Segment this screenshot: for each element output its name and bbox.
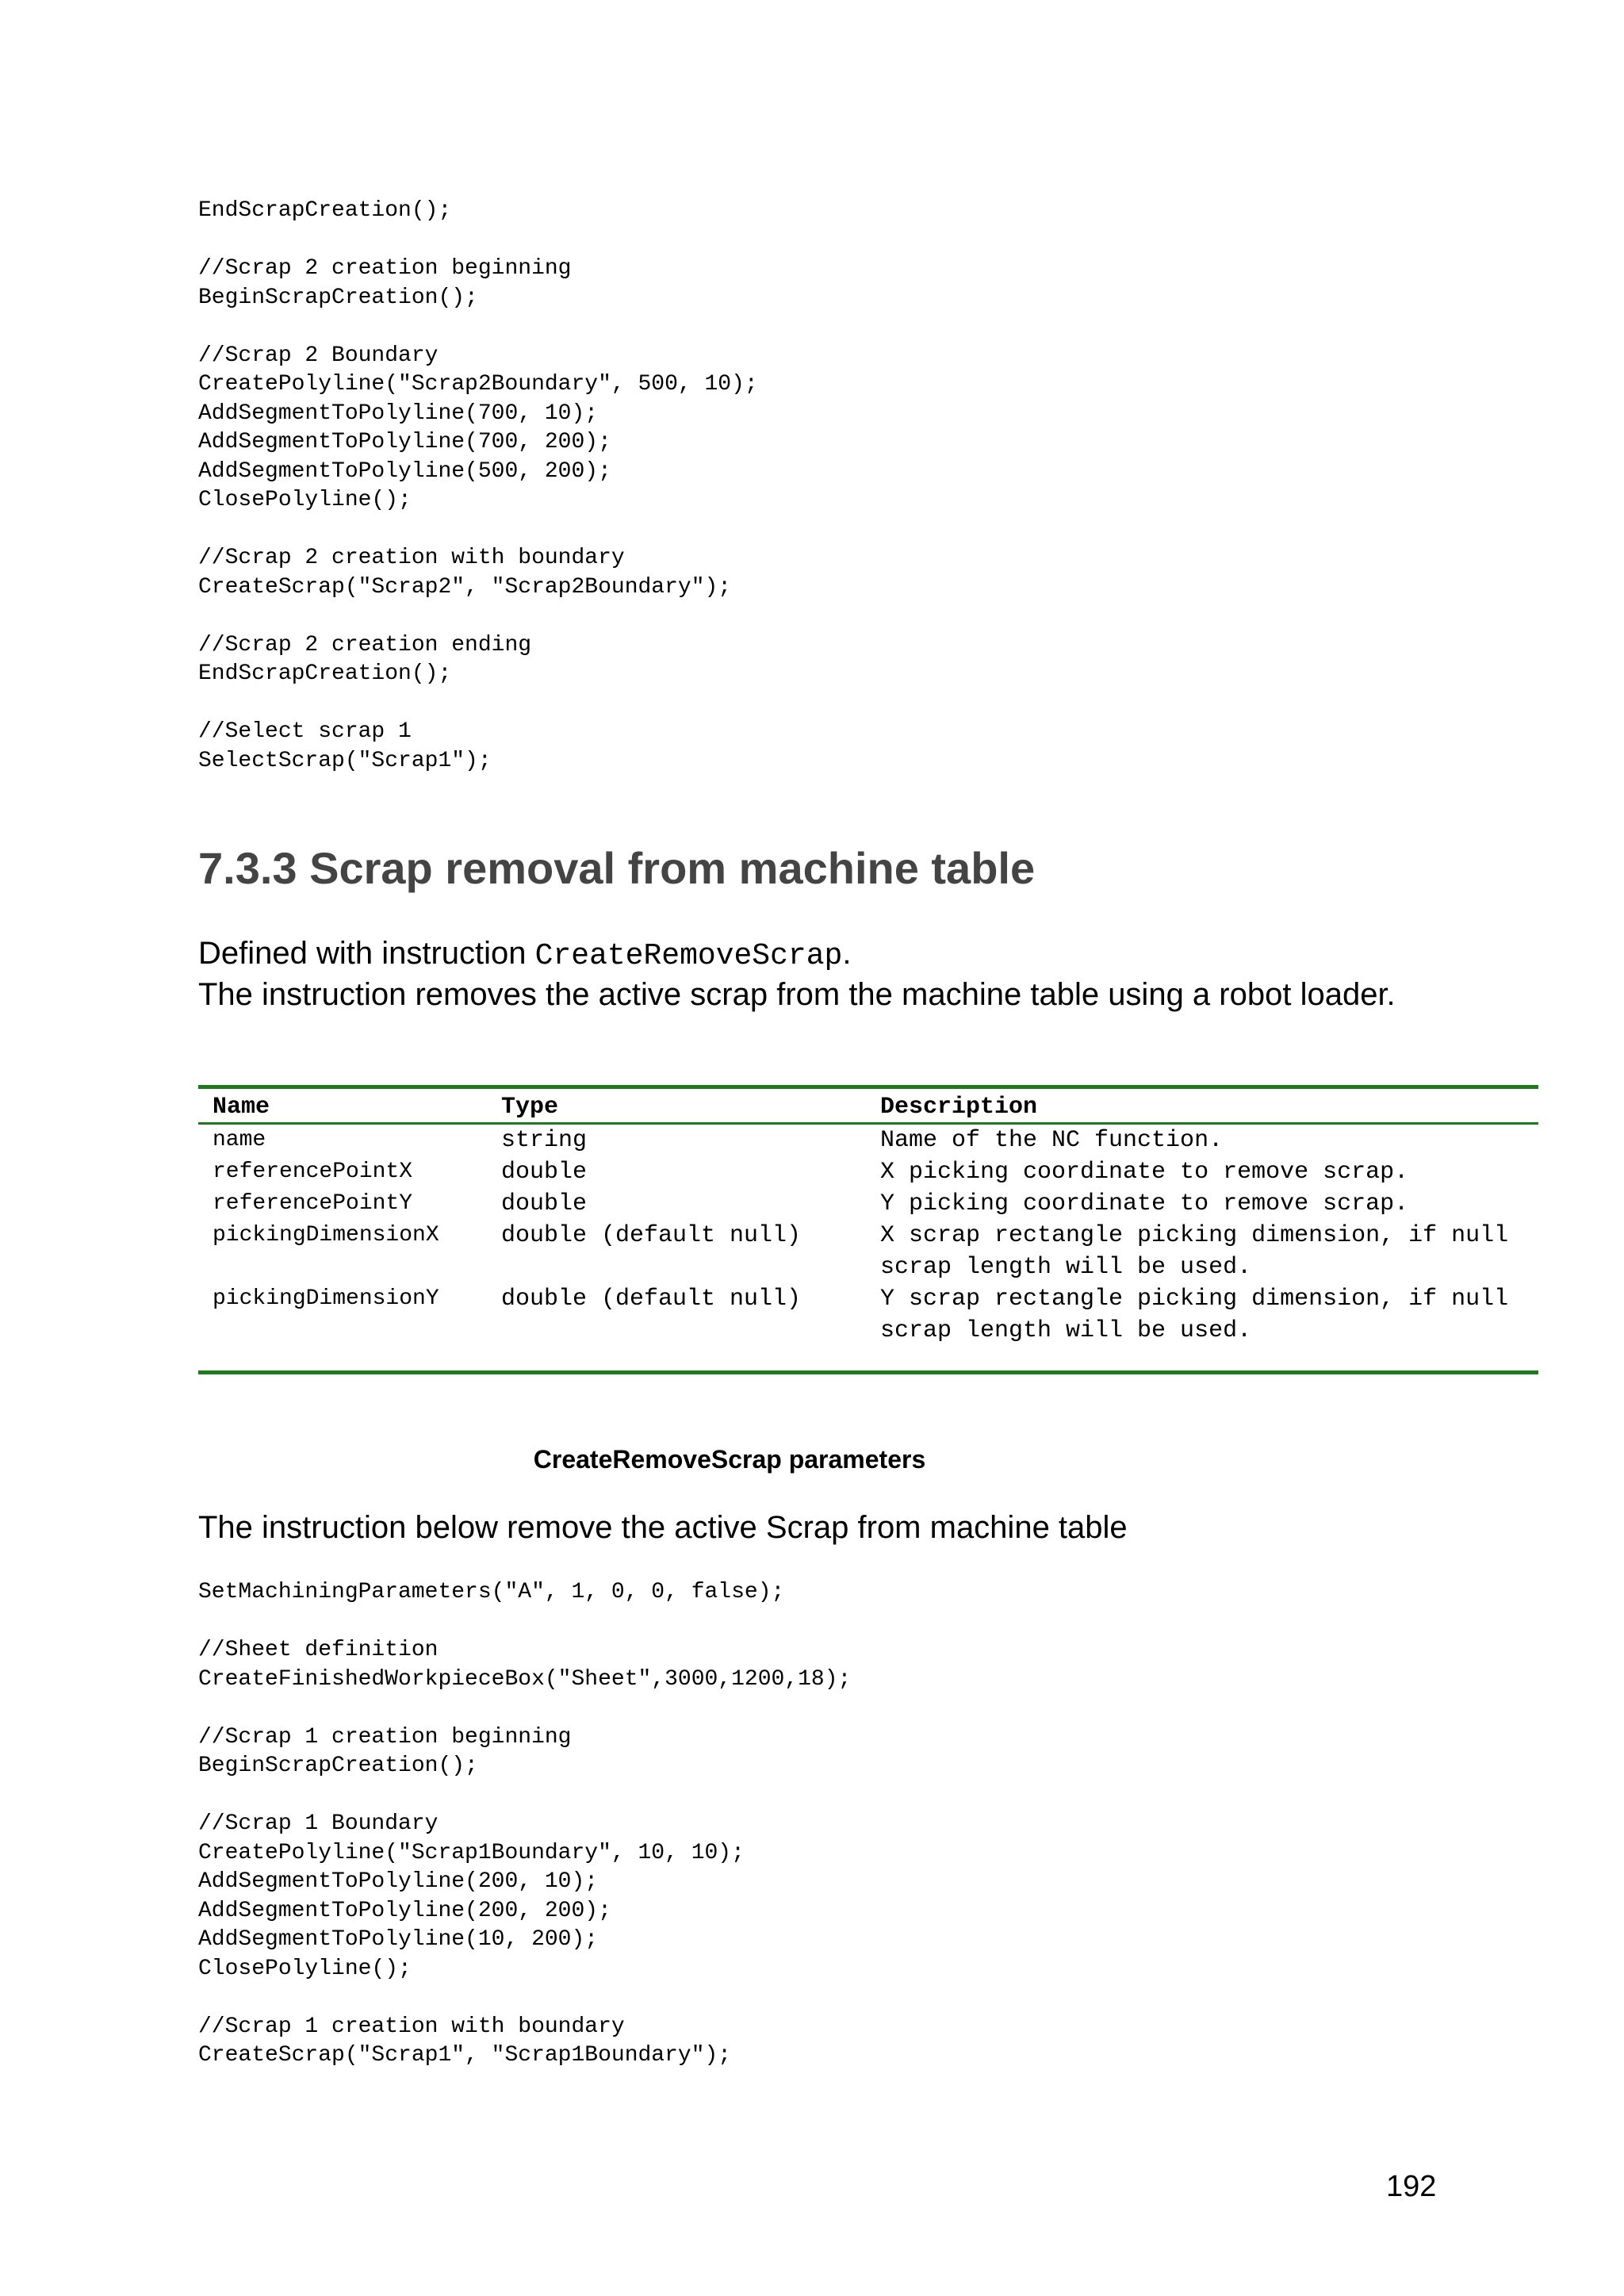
header-type: Type	[501, 1094, 559, 1121]
code-line: //Scrap 2 Boundary	[198, 343, 439, 368]
table-row	[198, 1156, 1538, 1188]
param-name: referencePointY	[213, 1191, 413, 1216]
param-name: pickingDimensionY	[213, 1286, 439, 1311]
code-line: AddSegmentToPolyline(200, 200);	[198, 1898, 611, 1923]
code-line: //Select scrap 1	[198, 719, 412, 744]
param-name: name	[213, 1128, 266, 1152]
code-blank-line	[198, 689, 758, 719]
code-line: AddSegmentToPolyline(200, 10);	[198, 1869, 599, 1894]
code-blank-line	[198, 1608, 851, 1637]
after-table-text: The instruction below remove the active Scrap from machine table	[198, 1510, 1128, 1545]
param-name: referencePointX	[213, 1159, 413, 1184]
table-caption: CreateRemoveScrap parameters	[533, 1445, 926, 1474]
code-line: CreatePolyline("Scrap1Boundary", 10, 10);	[198, 1840, 745, 1865]
param-type: double	[501, 1190, 588, 1217]
table-bottom-rule	[198, 1370, 1538, 1374]
code-line: AddSegmentToPolyline(500, 200);	[198, 458, 611, 484]
code-line: ClosePolyline();	[198, 1956, 412, 1981]
code-blank-line	[198, 312, 758, 342]
code-line: CreateScrap("Scrap1", "Scrap1Boundary");	[198, 2043, 732, 2068]
param-type: double (default null)	[501, 1286, 802, 1313]
param-type: string	[501, 1127, 588, 1154]
section-heading: 7.3.3 Scrap removal from machine table	[198, 843, 1036, 893]
table-row	[198, 1188, 1538, 1220]
param-type: double (default null)	[501, 1222, 802, 1249]
code-block-top	[198, 197, 758, 776]
code-blank-line	[198, 1694, 851, 1723]
code-blank-line	[198, 226, 758, 255]
code-line: EndScrapCreation();	[198, 661, 452, 686]
code-line: CreateScrap("Scrap2", "Scrap2Boundary");	[198, 574, 732, 600]
code-line: SetMachiningParameters("A", 1, 0, 0, false);	[198, 1580, 785, 1604]
code-blank-line	[198, 516, 758, 545]
code-block-bottom	[198, 1578, 851, 2071]
code-blank-line	[198, 1781, 851, 1811]
intro-suffix: .	[842, 936, 852, 971]
parameters-table	[198, 1085, 1538, 1374]
param-type: double	[501, 1159, 588, 1186]
page-number: 192	[1386, 2170, 1437, 2203]
intro-line-1	[198, 936, 851, 973]
param-description: X scrap rectangle picking dimension, if null scrap length will be used.	[880, 1222, 1509, 1281]
code-line: BeginScrapCreation();	[198, 285, 478, 310]
intro-code: CreateRemoveScrap	[534, 939, 843, 973]
param-description: X picking coordinate to remove scrap.	[880, 1159, 1409, 1186]
param-description: Name of the NC function.	[880, 1127, 1224, 1154]
code-line: AddSegmentToPolyline(700, 10);	[198, 401, 599, 426]
table-row	[198, 1125, 1538, 1156]
code-line: ClosePolyline();	[198, 488, 412, 512]
header-name: Name	[213, 1094, 270, 1121]
parameters-table-grid	[198, 1089, 1538, 1347]
param-description: Y picking coordinate to remove scrap.	[880, 1190, 1409, 1217]
code-line: BeginScrapCreation();	[198, 1754, 478, 1778]
table-header-row	[198, 1089, 1538, 1122]
table-row	[198, 1220, 1538, 1283]
code-blank-line	[198, 1984, 851, 2013]
code-line: CreateFinishedWorkpieceBox("Sheet",3000,1200,18);	[198, 1666, 852, 1692]
code-line: CreatePolyline("Scrap2Boundary", 500, 10);	[198, 372, 758, 397]
code-line: //Scrap 2 creation beginning	[198, 256, 572, 281]
code-line: EndScrapCreation();	[198, 198, 452, 223]
code-line: //Sheet definition	[198, 1638, 439, 1662]
code-line: //Scrap 2 creation with boundary	[198, 546, 625, 570]
table-row	[198, 1283, 1538, 1347]
code-line: AddSegmentToPolyline(10, 200);	[198, 1927, 599, 1952]
code-line: //Scrap 1 creation with boundary	[198, 2014, 625, 2039]
code-blank-line	[198, 602, 758, 631]
intro-line-2: The instruction removes the active scrap from the machine table using a robot loader.	[198, 977, 1396, 1012]
intro-prefix: Defined with instruction	[198, 936, 535, 971]
code-line: AddSegmentToPolyline(700, 200);	[198, 430, 611, 454]
code-line: //Scrap 2 creation ending	[198, 632, 532, 657]
code-line: SelectScrap("Scrap1");	[198, 748, 492, 773]
code-line: //Scrap 1 Boundary	[198, 1811, 439, 1836]
code-line: //Scrap 1 creation beginning	[198, 1724, 572, 1750]
param-description: Y scrap rectangle picking dimension, if null scrap length will be used.	[880, 1286, 1509, 1344]
param-name: pickingDimensionX	[213, 1223, 439, 1248]
header-description: Description	[880, 1094, 1038, 1121]
